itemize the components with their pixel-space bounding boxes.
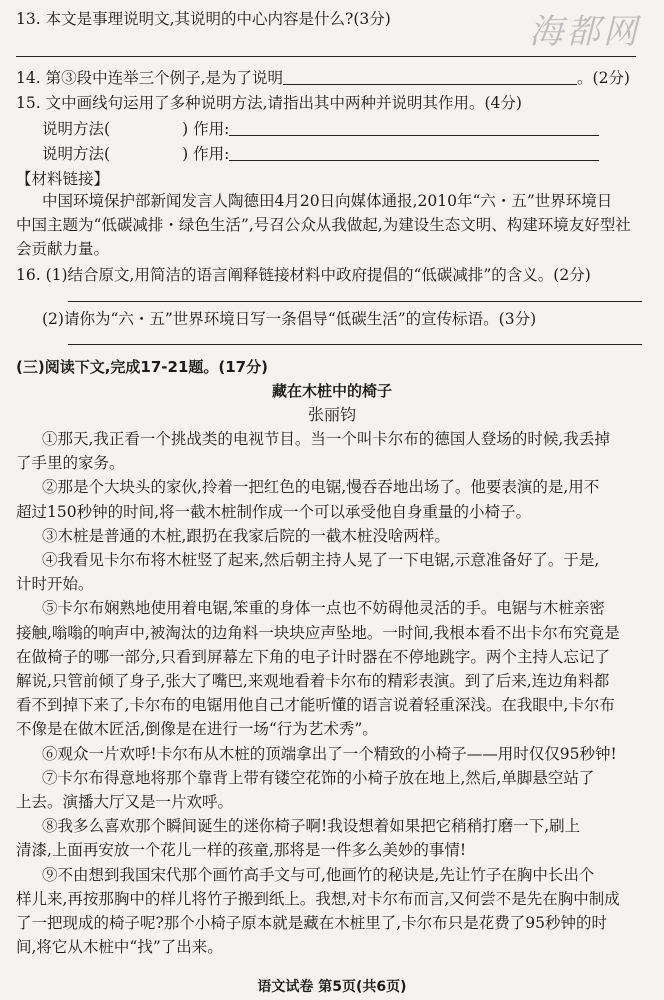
watermark: 海都网 — [529, 12, 640, 52]
question-16-2: (2)请你为“六・五”世界环境日写一条倡导“低碳生活”的宣传标语。(3分) — [42, 310, 537, 328]
method-row-2: 说明方法( ) 作用: — [42, 141, 650, 167]
article-title: 藏在木桩中的椅子 — [271, 382, 392, 400]
article-line: 了手里的家务。 — [16, 454, 125, 473]
article-line: 计时开始。 — [16, 575, 94, 594]
article-line: 样儿来,再按那胸中的样儿将竹子搬到纸上。我想,对卡尔布而言,又何尝不是先在胸中制成 — [16, 889, 620, 908]
material-heading: 【材料链接】 — [16, 170, 110, 188]
question-14 — [16, 65, 650, 91]
effect-label: 作用: — [193, 120, 230, 138]
article-line: 间,将它从木桩中“找”了出来。 — [16, 938, 223, 957]
effect-label: 作用: — [193, 145, 230, 163]
question-13: 13. 本文是事理说明文,其说明的中心内容是什么?(3分) — [16, 10, 391, 28]
method-label: 说明方法( — [42, 145, 111, 163]
article-line: ⑥观众一片欢呼!卡尔布从木桩的顶端拿出了一个精致的小椅子——用时仅仅95秒钟! — [42, 744, 617, 763]
article-line: 解说,只管前倾了身子,张大了嘴巴,来观地看着卡尔布的精彩表演。到了后来,连边角料都 — [16, 672, 610, 690]
article-line: 超过150秒钟的时间,将一截木桩制作成一个可以承受他自身重量的小椅子。 — [16, 502, 532, 521]
answer-line-16-1 — [68, 301, 642, 302]
material-line: 会贡献力量。 — [16, 240, 110, 258]
article-line: 看不到掉下来了,卡尔布的电锯用他自己才能听懂的语言说着轻重深浅。在我眼中,卡尔布 — [16, 696, 615, 715]
material-line: 中国环境保护部新闻发言人陶德田4月20日向媒体通报,2010年“六・五”世界环境日 — [42, 192, 613, 210]
effect-blank-2 — [229, 144, 599, 161]
article-author: 张丽钧 — [307, 405, 356, 424]
article-line: ⑨不由想到我国宋代那个画竹高手文与可,他画竹的秘诀是,先让竹子在胸中长出个 — [42, 865, 595, 884]
article-line: ⑤卡尔布娴熟地使用着电锯,笨重的身体一点也不妨碍他灵活的手。电锯与木桩亲密 — [42, 599, 605, 618]
article-line: 接触,嗡嗡的响声中,被淘汰的边角料一块块应声坠地。一时间,我根本看不出卡尔布究竟是 — [16, 623, 620, 642]
article-line: 了一把现成的椅子呢?那个小椅子原本就是藏在木桩里了,卡尔布只是花费了95秒钟的时 — [16, 914, 607, 932]
article-line: 清漆,上面再安放一个花儿一样的孩童,那将是一件多么美妙的事情! — [16, 841, 467, 860]
article-line: ①那天,我正看一个挑战类的电视节目。当一个叫卡尔布的德国人登场的时候,我丢掉 — [42, 430, 610, 448]
page-footer: 语文试卷 第5页(共6页) — [257, 979, 407, 995]
effect-blank-1 — [229, 119, 599, 136]
article-line: 上去。演播大厅又是一片欢呼。 — [16, 793, 234, 811]
article-line: ②那是个大块头的家伙,拎着一把红色的电锯,慢吞吞地出场了。他要表演的是,用不 — [42, 478, 600, 497]
question-14-text: 14. 第③段中连举三个例子,是为了说明 — [16, 69, 284, 87]
question-16-1: 16. (1)结合原文,用简洁的语言阐释链接材料中政府提倡的“低碳减排”的含义。(2分) — [16, 266, 591, 284]
article-line: ③木桩是普通的木桩,跟扔在我家后院的一截木桩没啥两样。 — [42, 526, 450, 545]
article-line: ④我看见卡尔布将木桩竖了起来,然后朝主持人晃了一下电锯,示意准备好了。于是, — [42, 551, 600, 569]
question-14-score: 。(2分) — [577, 69, 630, 87]
method-row-1: 说明方法( ) 作用: — [42, 116, 650, 142]
article-line: 在做椅子的哪一部分,只看到屏幕左下角的电子计时器在不停地跳字。两个主持人忘记了 — [16, 647, 610, 666]
answer-line-13 — [16, 56, 636, 57]
article-line: ⑧我多么喜欢那个瞬间诞生的迷你椅子啊!我设想着如果把它稍稍打磨一下,刷上 — [42, 817, 581, 836]
answer-line-16-2 — [68, 344, 642, 345]
article-line: 不像是在做木匠活,倒像是在进行一场“行为艺术秀”。 — [16, 720, 378, 739]
material-line: 中国主题为“低碳减排・绿色生活”,号召公众从我做起,为建设生态文明、构建环境友好型社 — [16, 216, 631, 234]
section-heading: (三)阅读下文,完成17-21题。(17分) — [16, 358, 268, 376]
method-label: 说明方法( — [42, 120, 111, 138]
question-15: 15. 文中画线句运用了多种说明方法,请指出其中两种并说明其作用。(4分) — [16, 94, 522, 112]
article-line: ⑦卡尔布得意地将那个靠背上带有镂空花饰的小椅子放在地上,然后,单脚悬空站了 — [42, 768, 595, 787]
answer-blank-14 — [283, 68, 577, 85]
